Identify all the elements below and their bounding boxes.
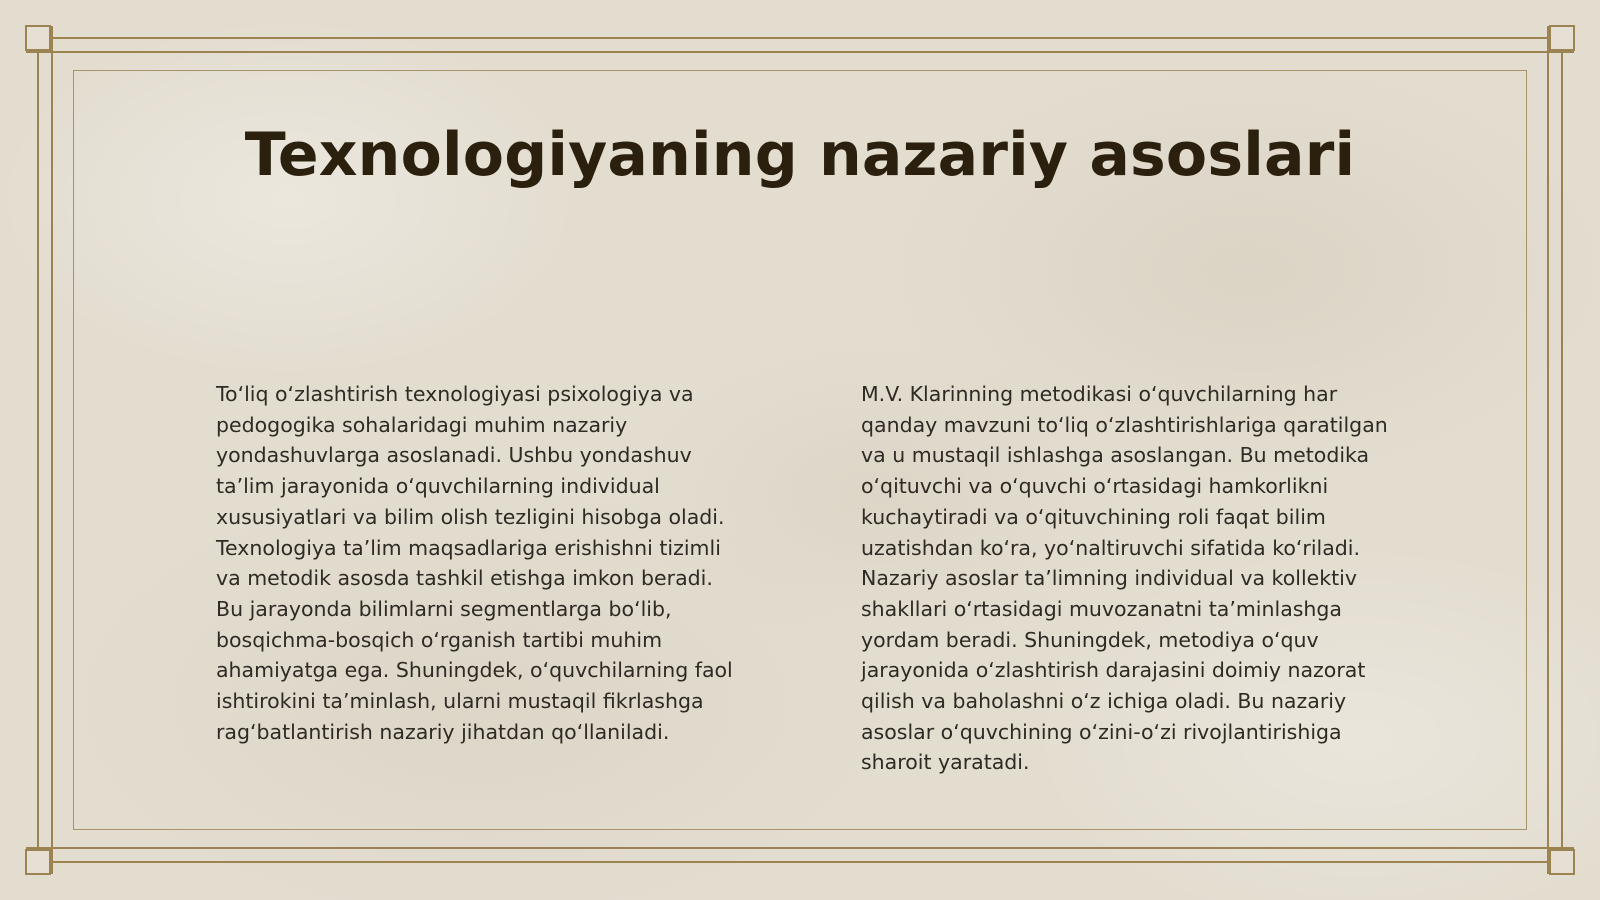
frame-top-line-2 bbox=[26, 51, 1574, 53]
corner-top-right-ornament bbox=[1549, 25, 1575, 51]
left-text-column: To‘liq o‘zlashtirish texnologiyasi psixologiya va pedogogika sohalaridagi muhim nazariy yondashuvlarga asoslanadi. Ushbu yondashuv ta’lim jarayonida o‘quvchilarning individual xususiyatlari va bilim olish tezligini hisobga oladi. Texnologiya ta’lim maqsadlariga erishishni tizimli va metodik asosda tashkil etishga imkon beradi. Bu jarayonda bilimlarni segmentlarga bo‘lib, bosqichma-bosqich o‘rganish tartibi muhim ahamiyatga ega. Shuningdek, o‘quvchilarning faol ishtirokini ta’minlash, ularni mustaqil fikrlashga rag‘batlantirish nazariy jihatdan qo‘llaniladi. bbox=[216, 382, 733, 744]
frame-bottom-line-1 bbox=[26, 847, 1574, 849]
right-text-column: M.V. Klarinning metodikasi o‘quvchilarning har qanday mavzuni to‘liq o‘zlashtirishlariga qaratilgan va u mustaqil ishlashga asoslangan. Bu metodika o‘qituvchi va o‘quvchi o‘rtasidagi hamkorlikni kuchaytiradi va o‘qituvchining roli faqat bilim uzatishdan ko‘ra, yo‘naltiruvchi sifatida ko‘riladi. Nazariy asoslar ta’limning individual va kollektiv shakllari o‘rtasidagi muvozanatni ta’minlashga yordam beradi. Shuningdek, metodiya o‘quv jarayonida o‘zlashtirish darajasini doimiy nazorat qilish va baholashni o‘z ichiga oladi. Bu nazariy asoslar o‘quvchining o‘zini-o‘zi rivojlantirishiga sharoit yaratadi. bbox=[861, 382, 1388, 775]
slide-title: Texnologiyaning nazariy asoslari bbox=[244, 120, 1356, 190]
frame-top-line-1 bbox=[26, 37, 1574, 39]
frame-bottom-line-2 bbox=[26, 861, 1574, 863]
corner-bottom-right-ornament bbox=[1549, 849, 1575, 875]
corner-bottom-left-ornament bbox=[25, 849, 51, 875]
corner-top-left-ornament bbox=[25, 25, 51, 51]
